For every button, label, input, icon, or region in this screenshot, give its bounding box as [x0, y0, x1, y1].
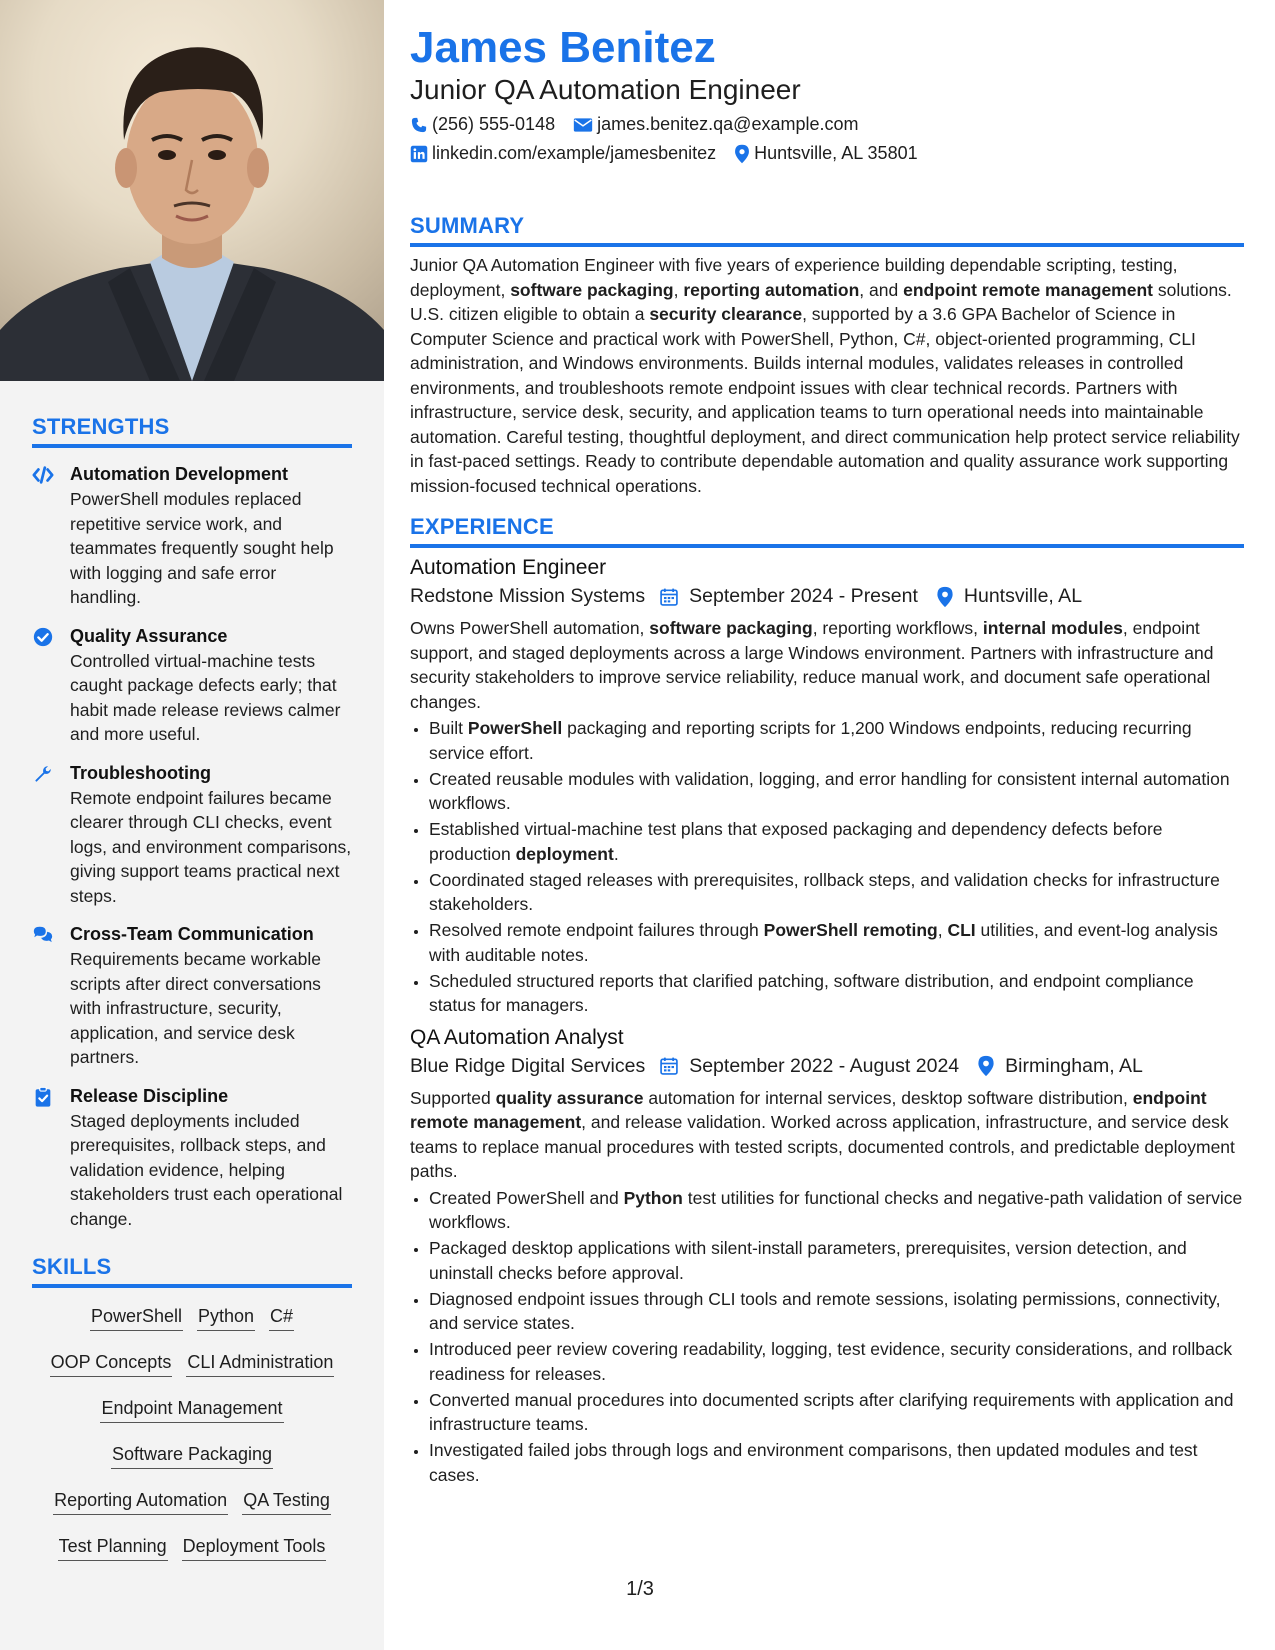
envelope-icon: [573, 116, 593, 134]
job-bullet: • Created reusable modules with validation, logging, and error handling for consistent internal automation workflows.: [429, 767, 1244, 816]
job-role: QA Automation Analyst: [410, 1025, 624, 1049]
job-meta: [410, 585, 1244, 608]
location-text: Huntsville, AL 35801: [754, 143, 918, 163]
job-role: Automation Engineer: [410, 556, 607, 579]
job-location: Birmingham, AL: [1005, 1054, 1143, 1077]
phone-icon: [410, 116, 428, 134]
skills-row: [32, 1352, 352, 1377]
skill-tag: Software Packaging: [111, 1444, 273, 1469]
skills-row: [32, 1444, 352, 1469]
job-description: Owns PowerShell automation, software packaging, reporting workflows, internal modules, endpoint support, and staged deployments across a large Windows environment. Partners with infrastructure and security stakeholders to improve service reliability, reduce manual work, and document safe operational changes.: [410, 618, 1214, 712]
strength-description: PowerShell modules replaced repetitive service work, and teammates frequently sought help with logging and safe error handling.: [70, 489, 334, 607]
calendar-icon: [659, 1056, 679, 1076]
candidate-title: Junior QA Automation Engineer: [410, 74, 801, 105]
sidebar: [0, 0, 384, 1650]
code-icon: [32, 464, 54, 486]
summary-text: Junior QA Automation Engineer with five years of experience building dependable scripting, testing, deployment, software packaging, reporting automation, and endpoint remote management solutions. U.S. citizen eligible to obtain a security clearance, supported by a 3.6 GPA Bachelor of Science in Computer Science and practical work with PowerShell, Python, C#, object-oriented programming, CLI administration, and Windows environments. Builds internal modules, validates releases in controlled environments, and troubleshoots remote endpoint issues with clear technical records. Partners with infrastructure, service desk, security, and application teams to turn operational needs into maintainable automation. Careful testing, thoughtful deployment, and direct communication help protect service reliability in fast-paced settings. Ready to contribute dependable automation and quality assurance work supporting mission-focused technical operations.: [410, 255, 1240, 496]
location-contact: [734, 143, 917, 164]
skills-list: [32, 1306, 352, 1561]
map-pin-icon: [977, 1055, 995, 1077]
strength-title: Troubleshooting: [70, 762, 211, 783]
skill-tag: Python: [197, 1306, 255, 1331]
phone-number: (256) 555-0148: [432, 114, 556, 134]
strength-item: [32, 761, 352, 909]
job-entry: [410, 1026, 1244, 1488]
job-bullet: • Introduced peer review covering readability, logging, test evidence, security considerations, and rollback readiness for releases.: [429, 1337, 1244, 1386]
job-bullets: [410, 716, 1244, 1018]
job-bullet: • Diagnosed endpoint issues through CLI tools and remote sessions, isolating permissions, connectivity, and service states.: [429, 1287, 1244, 1336]
skill-tag: PowerShell: [90, 1306, 183, 1331]
map-pin-icon: [936, 586, 954, 608]
strength-title: Quality Assurance: [70, 625, 228, 646]
job-bullet: • Established virtual-machine test plans that exposed packaging and dependency defects before production deployment.: [429, 817, 1244, 866]
job-bullets: [410, 1186, 1244, 1488]
job-dates: September 2024 - Present: [689, 585, 918, 607]
experience-heading: EXPERIENCE: [410, 514, 1244, 548]
strength-description: Staged deployments included prerequisites, rollback steps, and validation evidence, helping stakeholders trust each operational change.: [70, 1110, 343, 1229]
skill-tag: Endpoint Management: [100, 1398, 283, 1423]
phone-contact: [410, 114, 555, 135]
job-bullet: • Built PowerShell packaging and reporting scripts for 1,200 Windows endpoints, reducing recurring service effort.: [429, 716, 1244, 765]
main-content: [410, 0, 1244, 1489]
strengths-list: [32, 462, 352, 1231]
strength-description: Remote endpoint failures became clearer through CLI checks, event logs, and environment comparisons, giving support teams practical next steps.: [70, 787, 352, 906]
comments-icon: [32, 924, 54, 946]
check-circle-icon: [32, 626, 54, 648]
job-bullet: • Converted manual procedures into documented scripts after clarifying requirements with application and infrastructure teams.: [429, 1388, 1244, 1437]
skill-tag: Deployment Tools: [182, 1536, 327, 1561]
job-bullet: • Created PowerShell and Python test utilities for functional checks and negative-path validation of service workflows.: [429, 1186, 1244, 1235]
job-bullet: • Scheduled structured reports that clarified patching, software distribution, and endpoint compliance status for managers.: [429, 969, 1244, 1018]
strength-title: Cross-Team Communication: [70, 924, 314, 944]
candidate-name: James Benitez: [410, 23, 716, 72]
linkedin-icon: [410, 145, 428, 163]
profile-photo: [0, 0, 384, 381]
wrench-icon: [32, 763, 54, 785]
page-number: 1/3: [626, 1578, 654, 1600]
strength-title: Release Discipline: [70, 1085, 229, 1106]
job-bullet: • Coordinated staged releases with prerequisites, rollback steps, and validation checks for infrastructure stakeholders.: [429, 868, 1244, 917]
strength-item: [32, 624, 352, 747]
job-company: Blue Ridge Digital Services: [410, 1054, 646, 1077]
job-bullet: • Investigated failed jobs through logs and environment comparisons, then updated modules and test cases.: [429, 1438, 1244, 1487]
job-entry: [410, 556, 1244, 1018]
email-address[interactable]: james.benitez.qa@example.com: [597, 114, 859, 134]
skills-row: [32, 1398, 352, 1423]
strength-title: Automation Development: [70, 464, 289, 484]
strengths-heading: STRENGTHS: [32, 414, 352, 448]
map-pin-icon: [734, 144, 750, 164]
skill-tag: C#: [269, 1306, 294, 1331]
summary-heading: SUMMARY: [410, 213, 1244, 247]
calendar-icon: [659, 587, 679, 607]
skills-heading: SKILLS: [32, 1254, 352, 1288]
skills-row: [32, 1490, 352, 1515]
skills-row: [32, 1536, 352, 1561]
job-description: Supported quality assurance automation for internal services, desktop software distribution, endpoint remote management, and release validation. Worked across application, infrastructure, and service desk teams to replace manual procedures with tested scripts, documented controls, and predictable deployment paths.: [410, 1087, 1235, 1181]
skill-tag: CLI Administration: [186, 1352, 334, 1377]
strength-description: Requirements became workable scripts after direct conversations with infrastructure, security, application, and service desk partners.: [70, 949, 321, 1067]
job-bullet: • Resolved remote endpoint failures through PowerShell remoting, CLI utilities, and event-log analysis with auditable notes.: [429, 918, 1244, 967]
linkedin-url[interactable]: linkedin.com/example/jamesbenitez: [432, 143, 717, 163]
linkedin-contact[interactable]: [410, 143, 716, 164]
job-dates: September 2022 - August 2024: [689, 1054, 960, 1077]
skill-tag: OOP Concepts: [50, 1352, 173, 1377]
strength-description: Controlled virtual-machine tests caught package defects early; that habit made release reviews calmer and more useful.: [70, 650, 341, 744]
skill-tag: Reporting Automation: [53, 1490, 228, 1515]
email-contact[interactable]: [573, 114, 858, 135]
clipboard-check-icon: [32, 1086, 54, 1108]
skill-tag: QA Testing: [242, 1490, 331, 1515]
job-meta: [410, 1055, 1244, 1078]
strength-item: [32, 1084, 352, 1232]
job-company: Redstone Mission Systems: [410, 585, 646, 607]
strength-item: [32, 462, 352, 610]
strength-item: [32, 922, 352, 1070]
job-location: Huntsville, AL: [963, 585, 1083, 607]
skills-row: [32, 1306, 352, 1331]
skill-tag: Test Planning: [58, 1536, 168, 1561]
job-bullet: • Packaged desktop applications with silent-install parameters, prerequisites, version detection, and uninstall checks before approval.: [429, 1236, 1244, 1285]
